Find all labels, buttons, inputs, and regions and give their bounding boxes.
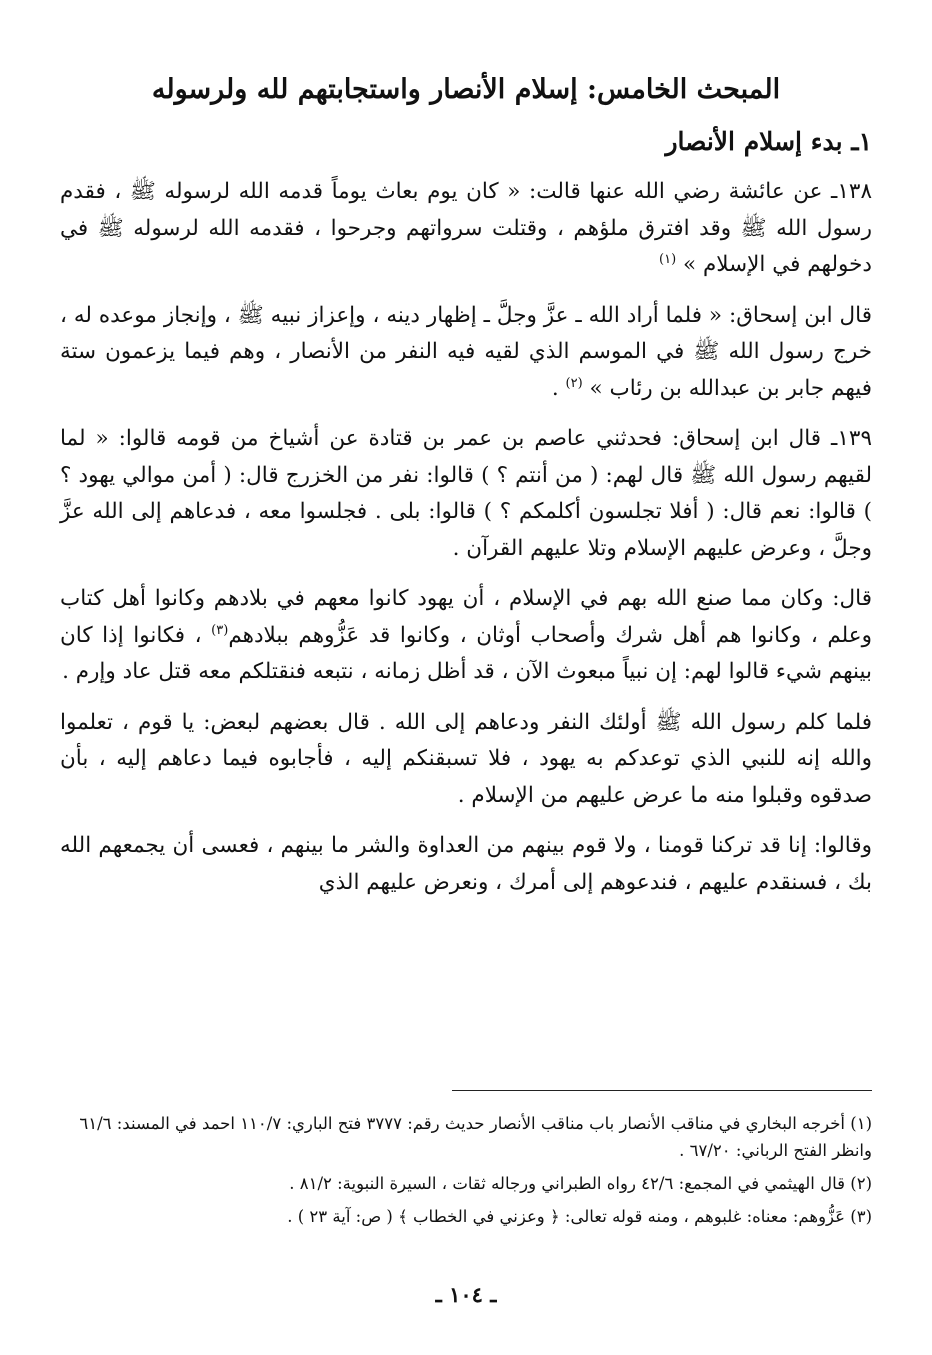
footnote: (٣) عَزُّوهم: معناه: غلبوهم ، ومنه قوله تعالى: ﴿ وعزني في الخطاب ﴾ ( ص: آية ٢٣ ) .: [287, 1207, 872, 1226]
paragraph: [60, 581, 872, 691]
page-body: [60, 70, 872, 915]
footnotes: [60, 1110, 872, 1236]
section-heading: ١ـ بدء إسلام الأنصار: [665, 127, 872, 156]
paragraph: [60, 298, 872, 408]
paragraph-tail: ، فكانوا إذا كان بينهم شيء قالوا لهم: إن نبياً مبعوث الآن ، قد أظل زمانه ، نتبعه فنقتلكم معه قتل عاد وإرم .: [60, 622, 872, 684]
footnote: (١) أخرجه البخاري في مناقب الأنصار باب مناقب الأنصار حديث رقم: ٣٧٧٧ فتح الباري: ١١٠/٧ احمد في المسند: ٦١/٦ وانظر الفتح الرباني: ٦٧/٢٠ .: [79, 1114, 872, 1160]
paragraph-text: ١٣٩ـ قال ابن إسحاق: فحدثني عاصم بن عمر بن قتادة عن أشياخ من قومه قالوا: « لما لقيهم رسول الله ﷺ قال لهم: ( من أنتم ؟ ) قالوا: نفر من الخزرج قال: ( أمن موالي يهود ؟ ) قالوا: نعم قال: ( أفلا تجلسون أكلمكم ؟ ) قالوا: بلى . فجلسوا معه ، فدعاهم إلى الله عزَّ وجلَّ ، وعرض عليهم الإسلام وتلا عليهم القرآن .: [60, 426, 872, 561]
page-number: ـ ١٠٤ ـ: [435, 1282, 497, 1307]
footnote-divider: [452, 1090, 872, 1091]
paragraph: [60, 174, 872, 284]
paragraph-tail: .: [551, 375, 566, 401]
paragraph-text: فلما كلم رسول الله ﷺ أولئك النفر ودعاهم إلى الله . قال بعضهم لبعض: يا قوم ، تعلموا والله إنه للنبي الذي توعدكم به يهود ، فلا تسبقنكم إليه ، فأجابوه فيما دعاهم إليه ، بأن صدقوه وقبلوا منه ما عرض عليهم من الإسلام .: [60, 709, 872, 808]
footnote-ref: (٣): [211, 622, 229, 638]
paragraph-text: قال: وكان مما صنع الله بهم في الإسلام ، أن يهود كانوا معهم في بلادهم وكانوا أهل كتاب وعلم ، وكانوا هم أهل شرك وأصحاب أوثان ، وكانوا قد عَزُّوهم ببلادهم: [60, 586, 872, 648]
paragraph: [60, 705, 872, 815]
paragraph: [60, 828, 872, 901]
paragraph: [60, 421, 872, 567]
footnote: (٢) قال الهيثمي في المجمع: ٤٢/٦ رواه الطبراني ورجاله ثقات ، السيرة النبوية: ٨١/٢ .: [289, 1174, 872, 1193]
page-title: المبحث الخامس: إسلام الأنصار واستجابتهم لله ولرسوله: [151, 74, 781, 105]
footnote-ref: (١): [659, 251, 677, 267]
paragraph-text: وقالوا: إنا قد تركنا قومنا ، ولا قوم بينهم من العداوة والشر ما بينهم ، فعسى أن يجمعهم الله بك ، فسنقدم عليهم ، فندعوهم إلى أمرك ، ونعرض عليهم الذي: [60, 833, 872, 895]
paragraph-text: قال ابن إسحاق: « فلما أراد الله ـ عزَّ وجلَّ ـ إظهار دينه ، وإعزاز نبيه ﷺ ، وإنجاز موعده له ، خرج رسول الله ﷺ في الموسم الذي لقيه فيه النفر من الأنصار ، وهم فيما يزعمون ستة فيهم جابر بن عبدالله بن رئاب »: [60, 302, 872, 401]
paragraph-text: ١٣٨ـ عن عائشة رضي الله عنها قالت: « كان يوم بعاث يوماً قدمه الله لرسوله ﷺ ، فقدم رسول الله ﷺ وقد افترق ملؤهم ، وقتلت سرواتهم وجرحوا ، فقدمه الله لرسوله ﷺ في دخولهم في الإسلام »: [60, 179, 872, 277]
footnote-ref: (٢): [565, 375, 583, 391]
